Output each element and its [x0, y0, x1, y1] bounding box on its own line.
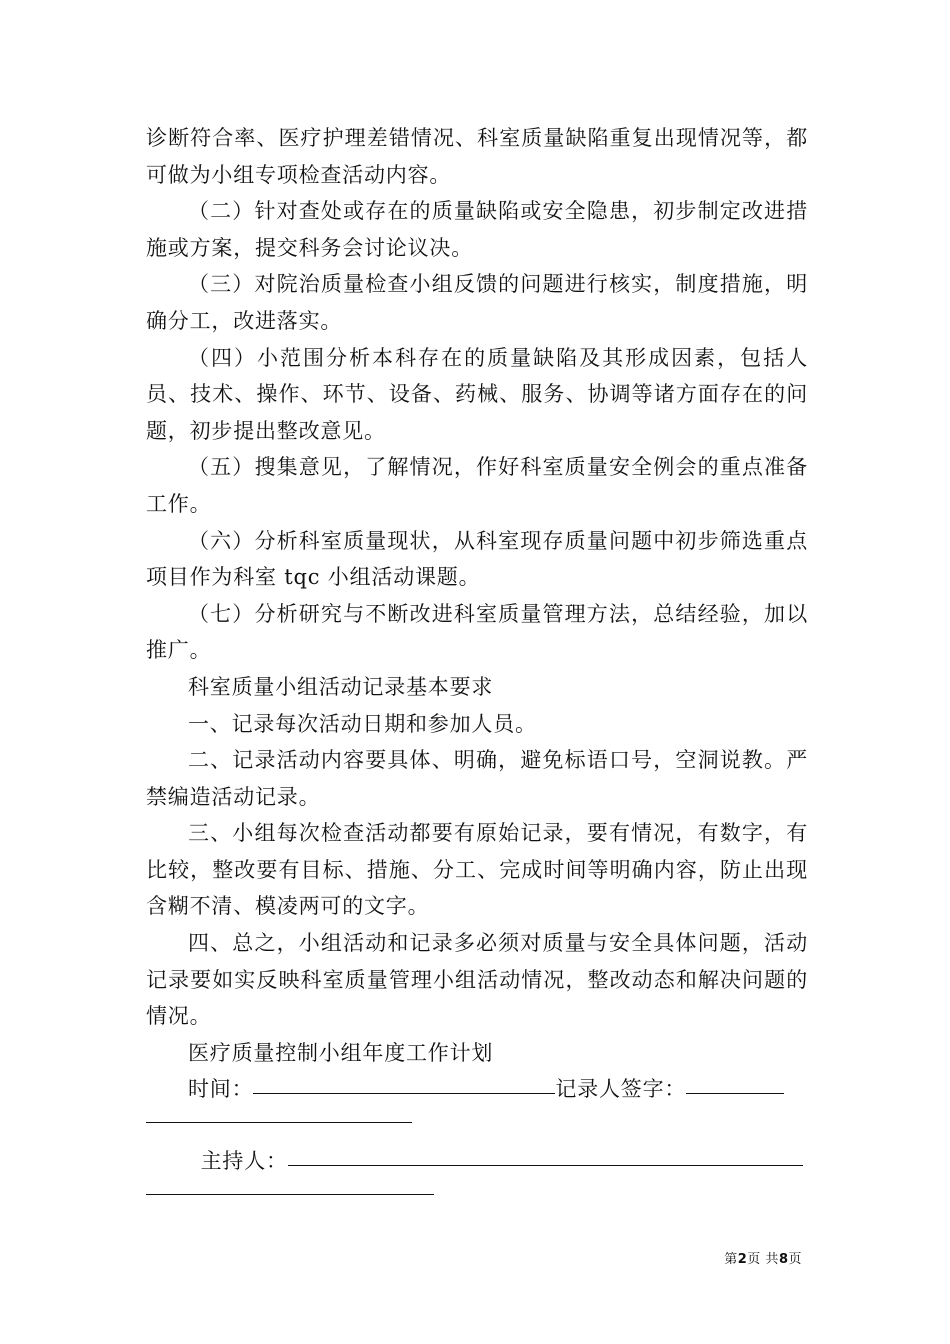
requirement-2: 二、记录活动内容要具体、明确，避免标语口号，空洞说教。严禁编造活动记录。 — [146, 748, 808, 809]
time-blank[interactable] — [253, 1092, 555, 1094]
requirement-3: 三、小组每次检查活动都要有原始记录，要有情况，有数字，有比较，整改要有目标、措施、分工、完成时间等明确内容，防止出现含糊不清、模凌两可的文字。 — [146, 821, 808, 919]
footer-prefix: 第 — [724, 1252, 738, 1267]
time-recorder-line — [146, 1071, 808, 1108]
recorder-signature-blank[interactable] — [686, 1092, 784, 1094]
paragraph-continuation: 诊断符合率、医疗护理差错情况、科室质量缺陷重复出现情况等，都可做为小组专项检查活动内容。 — [146, 126, 808, 187]
requirement-1: 一、记录每次活动日期和参加人员。 — [188, 711, 537, 736]
section-heading-annual-plan: 医疗质量控制小组年度工作计划 — [188, 1040, 494, 1065]
footer-page-number: 2 — [737, 1252, 748, 1267]
host-blank[interactable] — [288, 1164, 803, 1166]
section-heading-record-requirements: 科室质量小组活动记录基本要求 — [188, 674, 494, 699]
recorder-signature-blank-continued[interactable] — [146, 1122, 412, 1123]
host-blank-continued[interactable] — [146, 1194, 434, 1195]
paragraph-item-5: （五）搜集意见，了解情况，作好科室质量安全例会的重点准备工作。 — [146, 455, 808, 516]
page-footer — [724, 1248, 802, 1267]
paragraph-item-7: （七）分析研究与不断改进科室质量管理方法，总结经验，加以推广。 — [146, 601, 808, 663]
paragraph-item-6: （六）分析科室质量现状，从科室现存质量问题中初步筛选重点项目作为科室 tqc 小组活动课题。 — [146, 528, 808, 590]
host-label: 主持人： — [200, 1149, 288, 1174]
paragraph-item-4: （四）小范围分析本科存在的质量缺陷及其形成因素，包括人员、技术、操作、环节、设备、药械、服务、协调等诸方面存在的问题，初步提出整改意见。 — [146, 345, 808, 443]
requirement-4: 四、总之，小组活动和记录多必须对质量与安全具体问题，活动记录要如实反映科室质量管理小组活动情况，整改动态和解决问题的情况。 — [146, 931, 808, 1029]
time-label: 时间： — [188, 1077, 254, 1102]
footer-suffix: 页 — [788, 1252, 802, 1267]
paragraph-item-3: （三）对院治质量检查小组反馈的问题进行核实，制度措施，明确分工，改进落实。 — [146, 272, 808, 333]
host-line — [146, 1143, 808, 1180]
recorder-label: 记录人签字： — [555, 1077, 687, 1102]
document-body — [146, 120, 808, 1213]
paragraph-item-2: （二）针对查处或存在的质量缺陷或安全隐患，初步制定改进措施或方案，提交科务会讨论议决。 — [146, 199, 808, 260]
footer-total-pages: 8 — [778, 1252, 789, 1267]
footer-middle: 页 共 — [747, 1252, 779, 1267]
